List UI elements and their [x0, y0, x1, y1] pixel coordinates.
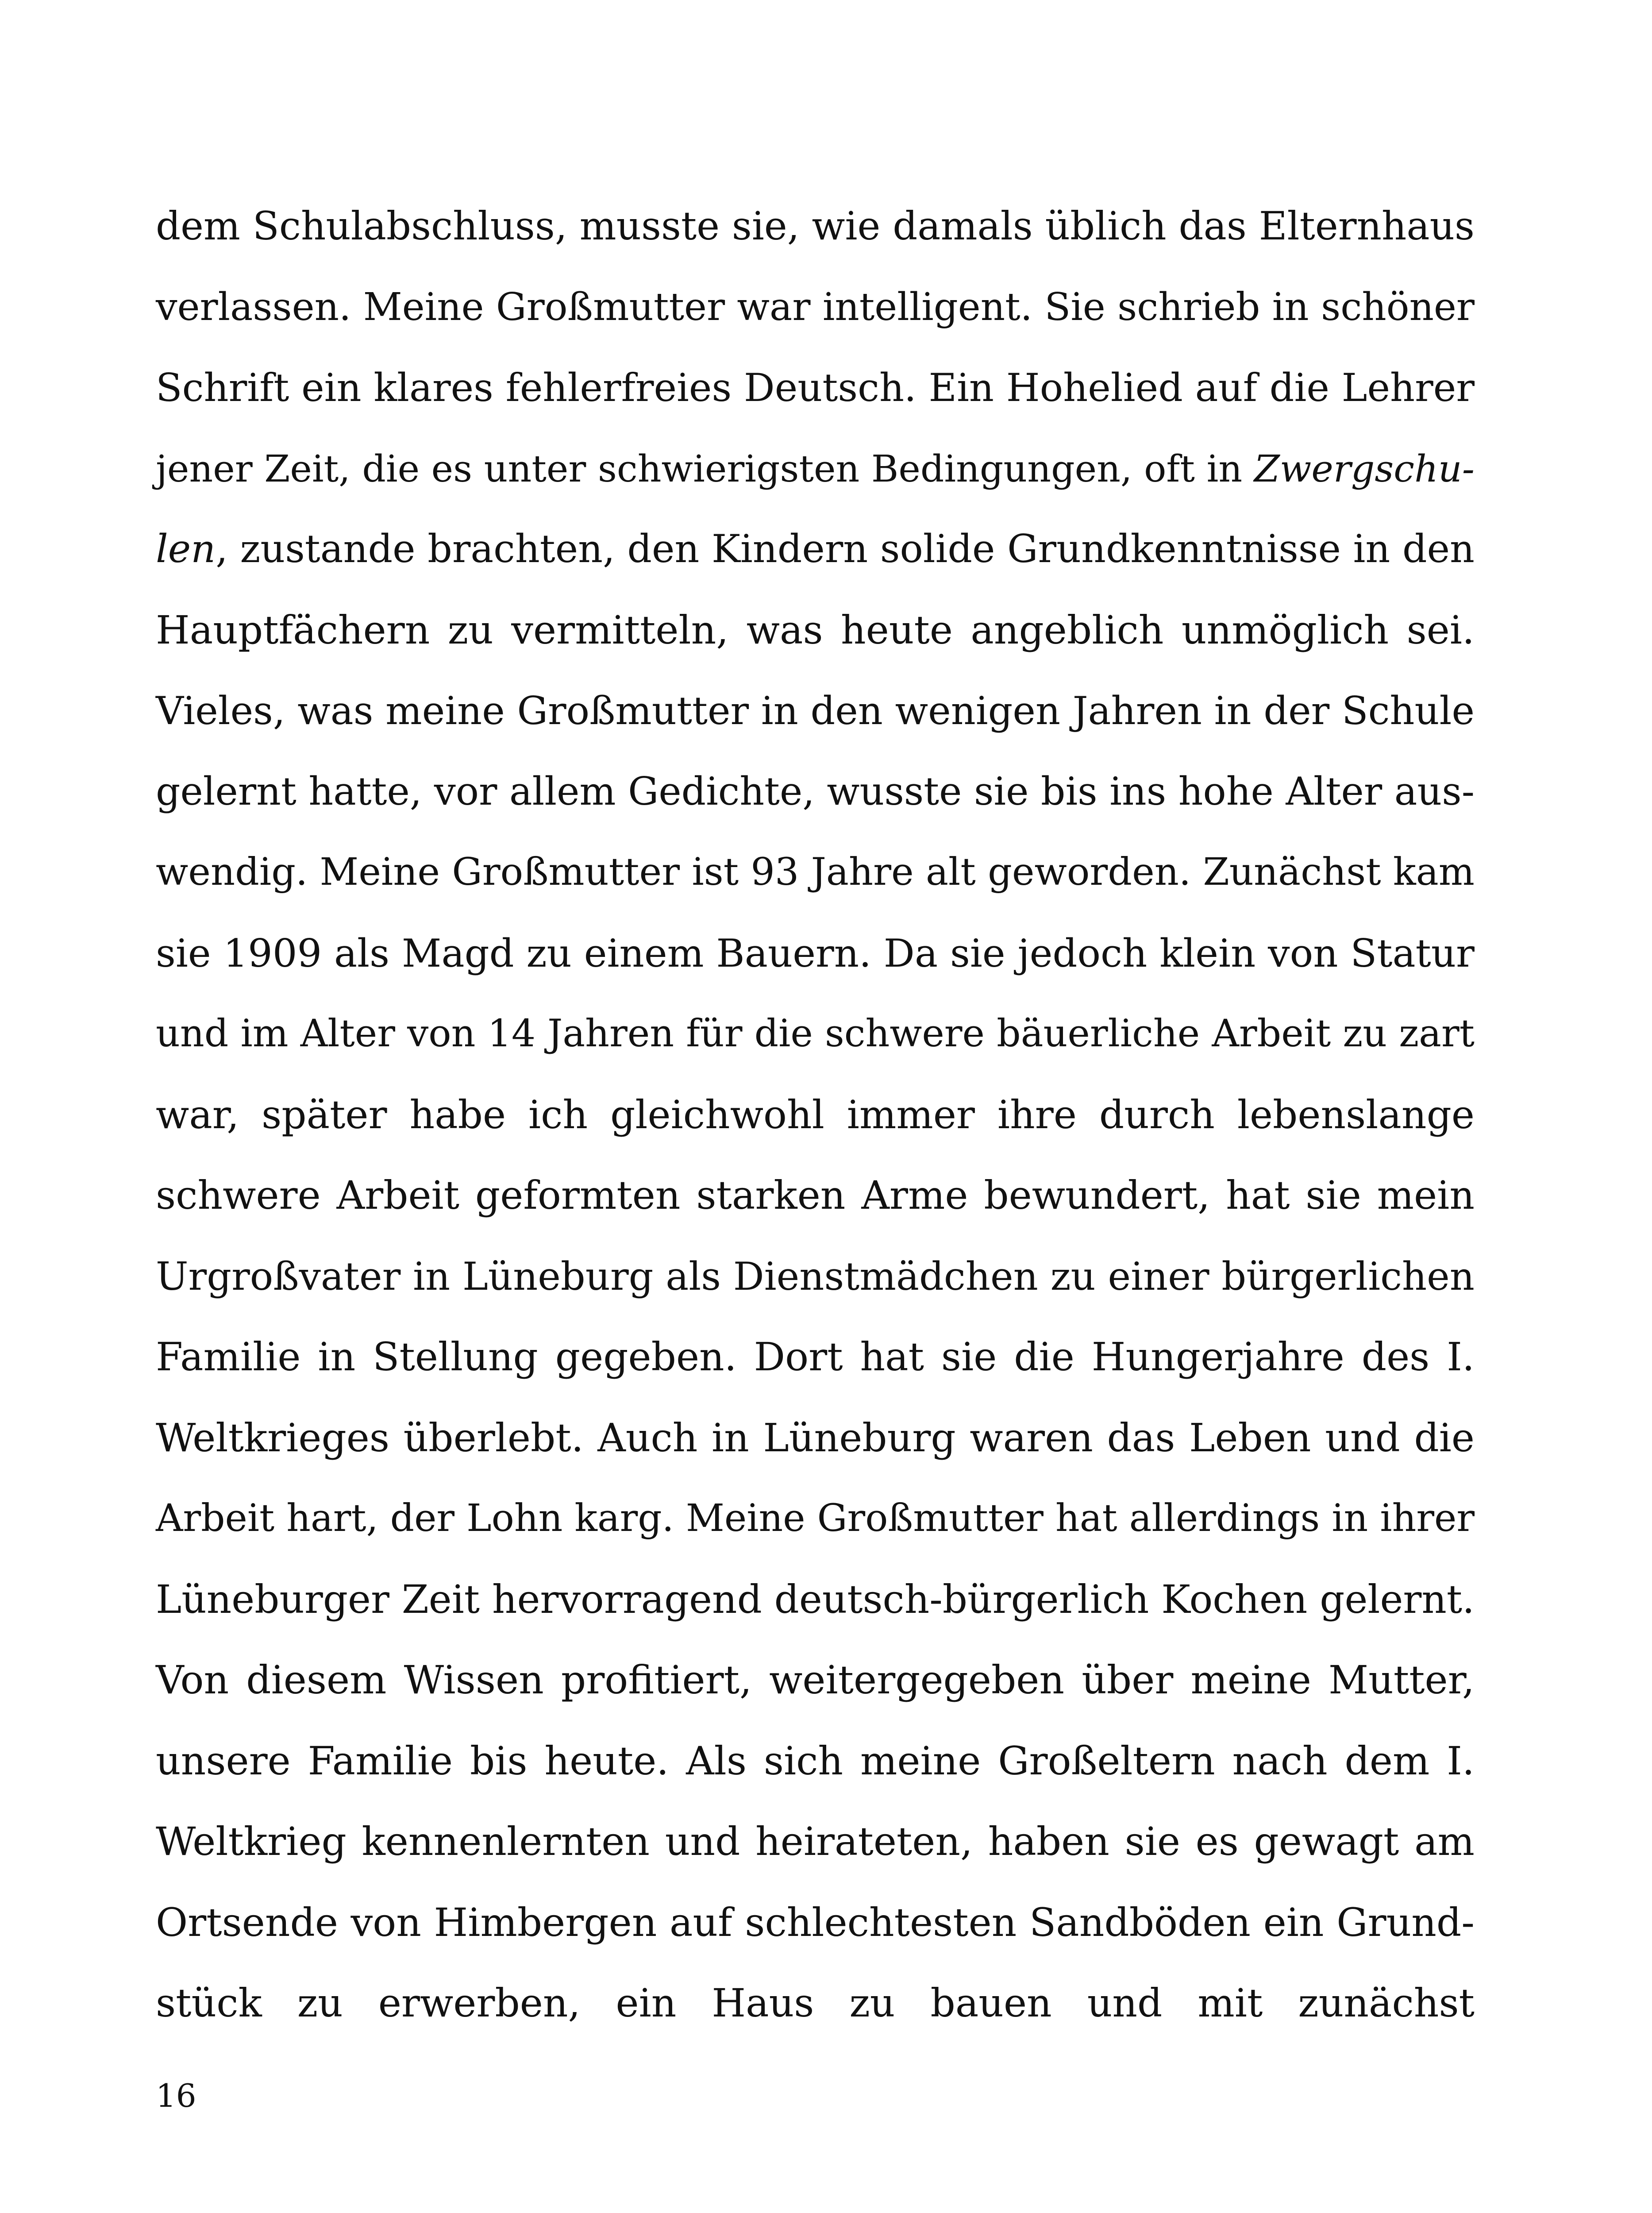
- text-line: und im Alter von 14 Jahren für die schwere bäuerliche Arbeit zu zart: [156, 1012, 1475, 1056]
- text-line: Lüneburger Zeit hervorragend deutsch-bürgerlich Kochen gelernt.: [156, 1577, 1475, 1622]
- text-line: Weltkrieg kennenlernten und heirateten, haben sie es gewagt am: [156, 1819, 1475, 1864]
- text-line: len, zustande brachten, den Kindern solide Grundkenntnisse in den: [156, 527, 1475, 571]
- text-line: Urgroßvater in Lüneburg als Dienstmädchen zu einer bürgerlichen: [156, 1253, 1475, 1299]
- text-line: Arbeit hart, der Lohn karg. Meine Großmutter hat allerdings in ihrer: [156, 1496, 1475, 1540]
- text-line: Hauptfächern zu vermitteln, was heute angeblich unmöglich sei.: [156, 607, 1475, 653]
- text-line: war, später habe ich gleichwohl immer ihre durch lebenslange: [156, 1091, 1475, 1137]
- page-number: 16: [156, 2077, 196, 2114]
- text-line: wendig. Meine Großmutter ist 93 Jahre alt geworden. Zunächst kam: [156, 850, 1475, 894]
- text-line: Von diesem Wissen profitiert, weitergegeben über meine Mutter,: [156, 1657, 1475, 1703]
- italic-term: len: [156, 527, 216, 571]
- text-line: stück zu erwerben, ein Haus zu bauen und mit zunächst: [156, 1980, 1475, 2026]
- text-line: gelernt hatte, vor allem Gedichte, wusste sie bis ins hohe Alter aus-: [156, 769, 1475, 814]
- text-line: Vieles, was meine Großmutter in den wenigen Jahren in der Schule: [156, 688, 1475, 733]
- body-text: [156, 186, 1475, 2044]
- text-line: sie 1909 als Magd zu einem Bauern. Da sie jedoch klein von Statur: [156, 930, 1475, 976]
- text-line: Schrift ein klares fehlerfreies Deutsch. Ein Hohelied auf die Lehrer: [156, 365, 1475, 410]
- text-line: verlassen. Meine Großmutter war intelligent. Sie schrieb in schöner: [156, 285, 1475, 329]
- text-line: jener Zeit, die es unter schwierigsten Bedingungen, oft in Zwergschu-: [156, 447, 1475, 490]
- text-line: schwere Arbeit geformten starken Arme bewundert, hat sie mein: [156, 1172, 1475, 1218]
- text-line: Weltkrieges überlebt. Auch in Lüneburg waren das Leben und die: [156, 1415, 1475, 1461]
- text-line: Ortsende von Himbergen auf schlechtesten Sandböden ein Grund-: [156, 1899, 1475, 1945]
- text-line: dem Schulabschluss, musste sie, wie damals üblich das Elternhaus: [156, 204, 1475, 249]
- italic-term: Zwergschu-: [1254, 447, 1475, 490]
- text-line: Familie in Stellung gegeben. Dort hat sie die Hungerjahre des I.: [156, 1334, 1475, 1380]
- text-line: unsere Familie bis heute. Als sich meine Großeltern nach dem I.: [156, 1738, 1475, 1784]
